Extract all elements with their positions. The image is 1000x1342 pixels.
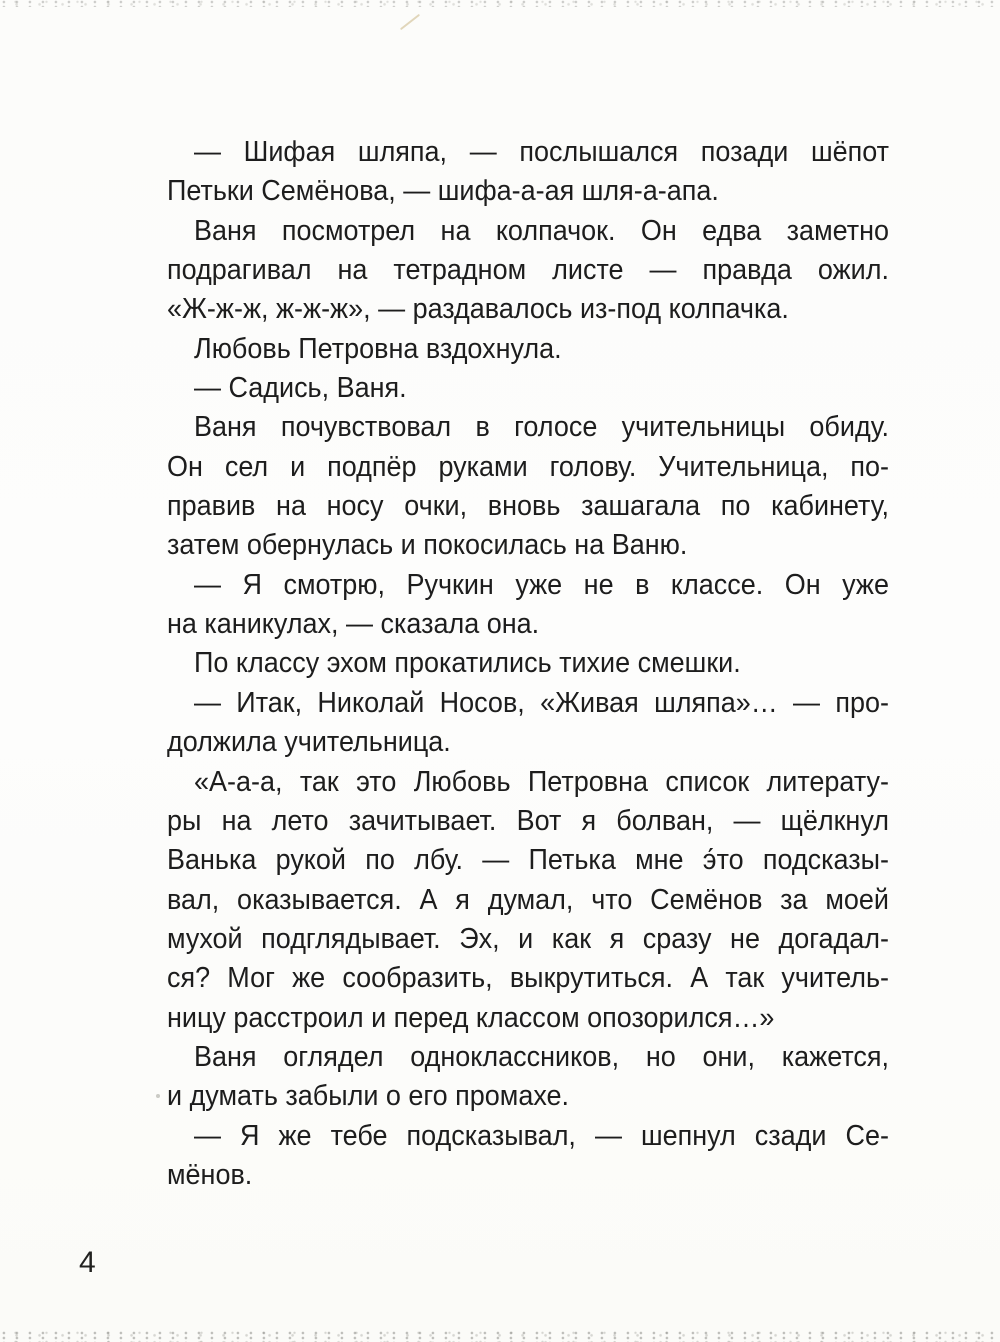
text-line: — Я смотрю, Ручкин уже не в классе. Он уже [193, 568, 889, 601]
text-line: Петьки Семёнова, — шифа-а-ая шля-а-апа. [167, 175, 719, 208]
paragraph [167, 684, 889, 763]
paragraph [167, 1117, 889, 1196]
text-line: «А-а-а, так это Любовь Петровна список литерату- [193, 765, 889, 798]
page-number: 4 [79, 1246, 96, 1279]
paragraph [167, 330, 889, 369]
text-line: на каникулах, — сказала она. [167, 608, 540, 641]
paper-scratch [400, 14, 420, 30]
text-block [167, 133, 889, 1195]
text-line: ницу расстроил и перед классом опозорился…» [167, 1001, 775, 1034]
text-line: ры на лето зачитывает. Вот я болван, — щёлкнул [167, 804, 889, 837]
scan-noise-top [0, 0, 1000, 7]
text-line: подрагивал на тетрадном листе — правда ожил. [167, 254, 889, 287]
text-line: Любовь Петровна вздохнула. [193, 332, 562, 365]
paragraph [167, 369, 889, 408]
paragraph [167, 566, 889, 645]
text-line: Ваня оглядел одноклассников, но они, кажется, [193, 1040, 889, 1073]
text-line: — Шифая шляпа, — послышался позади шёпот [193, 136, 889, 168]
text-line: — Итак, Николай Носов, «Живая шляпа»… — про- [193, 686, 889, 719]
text-line: правив на носу очки, вновь зашагала по кабинету, [167, 490, 889, 523]
text-line: Ваня почувствовал в голосе учительницы обиду. [193, 411, 889, 444]
text-line: должила учительница. [167, 726, 451, 759]
paragraph [167, 212, 889, 330]
text-line: Ваня посмотрел на колпачок. Он едва заметно [193, 214, 889, 247]
paragraph [167, 408, 889, 565]
text-line: — Садись, Ваня. [193, 372, 407, 405]
paragraph [167, 133, 889, 212]
text-line: ся? Мог же сообразить, выкрутиться. А так учитель- [167, 962, 889, 995]
text-line: мухой подглядывает. Эх, и как я сразу не догадал- [167, 922, 889, 955]
text-line: По классу эхом прокатились тихие смешки. [193, 647, 741, 680]
text-line: Он сел и подпёр руками голову. Учительница, по- [167, 450, 889, 483]
text-line: — Я же тебе подсказывал, — шепнул сзади Се- [193, 1119, 889, 1152]
paragraph [167, 1038, 889, 1117]
text-line: вал, оказывается. А я думал, что Семёнов за моей [167, 883, 889, 916]
text-line: и думать забыли о его промахе. [167, 1080, 570, 1113]
paragraph [167, 763, 889, 1038]
text-line: мёнов. [167, 1158, 253, 1191]
paragraph [167, 644, 889, 683]
text-line: «Ж-ж-ж, ж-ж-ж», — раздавалось из-под колпачка. [167, 293, 789, 326]
paper-speck [156, 1094, 160, 1098]
text-line: Ванька рукой по лбу. — Петька мне э́то подсказы- [167, 844, 889, 877]
scan-noise-bottom [0, 1331, 1000, 1342]
text-line: затем обернулась и покосилась на Ваню. [167, 529, 688, 562]
